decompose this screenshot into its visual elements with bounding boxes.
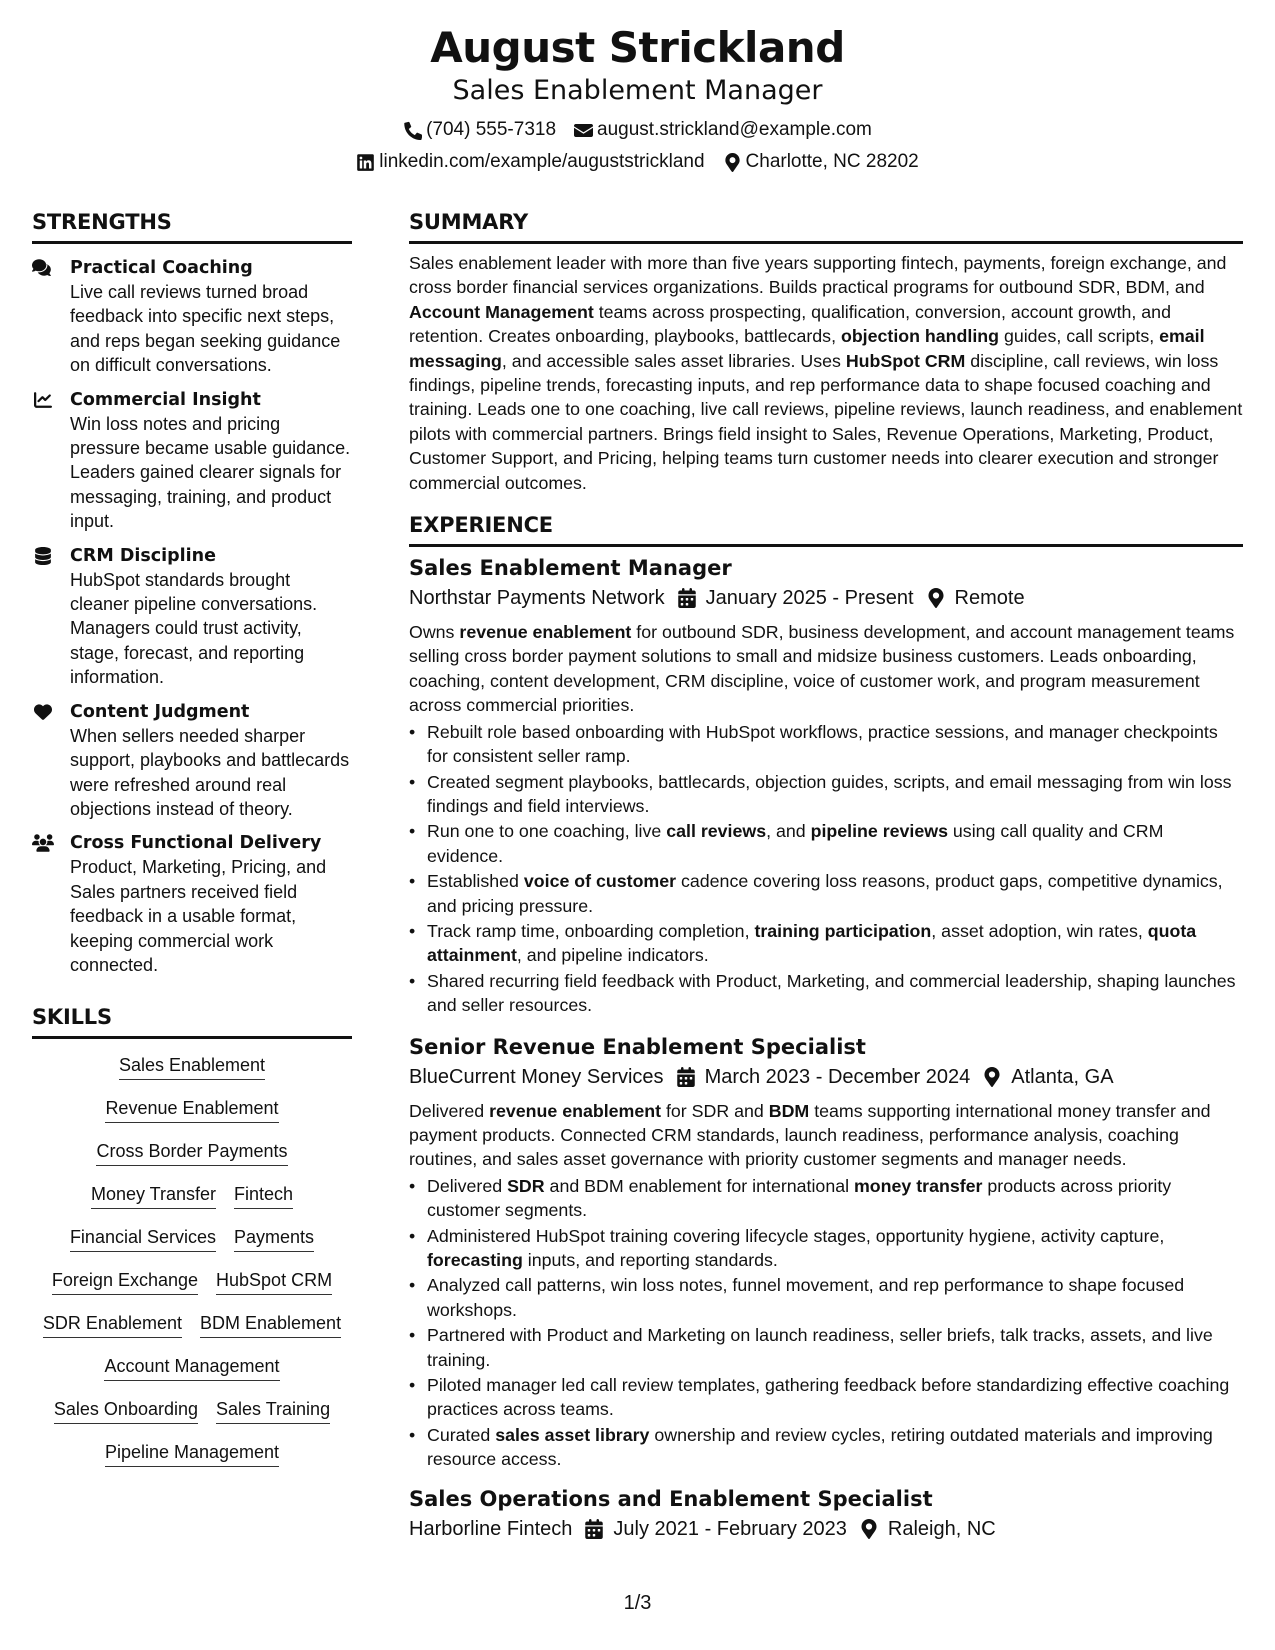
job-bullet: • Delivered SDR and BDM enablement for international money transfer products across priority customer segments.	[409, 1174, 1243, 1223]
strength-title: Cross Functional Delivery	[70, 833, 322, 854]
skill-tag: Money Transfer	[91, 1182, 216, 1209]
job-title: Sales Operations and Enablement Specialist	[409, 1486, 933, 1511]
job-bullets	[409, 1174, 1243, 1472]
job-location: Remote	[954, 587, 1025, 610]
skill-row	[32, 1440, 352, 1467]
skill-tag: Financial Services	[70, 1225, 216, 1252]
job-dates: March 2023 - December 2024	[704, 1065, 971, 1088]
map-marker-icon	[859, 1519, 879, 1539]
skill-row	[32, 1311, 352, 1338]
skill-row	[32, 1397, 352, 1424]
skills-list	[32, 1053, 352, 1467]
skill-tag: HubSpot CRM	[216, 1268, 332, 1295]
comments-icon	[32, 259, 54, 277]
strength-title: Practical Coaching	[70, 258, 253, 278]
strength-text: Product, Marketing, Pricing, and Sales partners received field feedback in a usable format, keeping commercial work connected.	[70, 857, 327, 975]
database-icon	[32, 547, 54, 565]
contact-row-1	[0, 118, 1275, 142]
job-bullet: • Established voice of customer cadence covering loss reasons, product gaps, competitive dynamics, and pricing pressure.	[409, 869, 1243, 918]
strength-title: Content Judgment	[70, 701, 250, 722]
strength-item	[32, 700, 352, 822]
candidate-name: August Strickland	[430, 23, 845, 72]
job-meta	[409, 1515, 1243, 1543]
skill-row	[32, 1053, 352, 1080]
job-bullet: • Analyzed call patterns, win loss notes, funnel movement, and rep performance to shape focused workshops.	[409, 1273, 1243, 1322]
job-entry	[409, 1032, 1243, 1472]
job-title: Sales Enablement Manager	[409, 556, 732, 581]
strengths-heading: STRENGTHS	[32, 208, 352, 244]
job-meta	[409, 1063, 1243, 1091]
email-contact[interactable]	[574, 118, 872, 142]
map-marker-icon	[723, 153, 742, 172]
map-marker-icon	[982, 1067, 1002, 1087]
linkedin-contact[interactable]	[356, 150, 704, 174]
strength-item	[32, 831, 352, 977]
job-description: Owns revenue enablement for outbound SDR, business development, and account management teams selling cross border payment solutions to small and midsize business customers. Leads onboarding, coaching, content development, CRM discipline, voice of customer work, and program measurement across commercial priorities.	[409, 622, 1235, 716]
job-bullet: • Shared recurring field feedback with Product, Marketing, and commercial leadership, shaping launches and seller resources.	[409, 969, 1243, 1018]
job-title: Senior Revenue Enablement Specialist	[409, 1034, 866, 1059]
job-location: Atlanta, GA	[1011, 1065, 1114, 1088]
heart-icon	[32, 703, 54, 721]
phone-text: (704) 555-7318	[426, 119, 557, 140]
candidate-role: Sales Enablement Manager	[452, 75, 823, 106]
calendar-icon	[677, 588, 697, 608]
skill-row	[32, 1096, 352, 1123]
job-entry	[409, 553, 1243, 1018]
summary-text: Sales enablement leader with more than five years supporting fintech, payments, foreign exchange, and cross border financial services organizations. Builds practical programs for outbound SDR, BDM, and Account Management teams across prospecting, qualification, conversion, account growth, and retention. Creates onboarding, playbooks, battlecards, objection handling guides, call scripts, email messaging, and accessible sales asset libraries. Uses HubSpot CRM discipline, call reviews, win loss findings, pipeline trends, forecasting inputs, and rep performance data to shape focused coaching and training. Leads one to one coaching, live call reviews, pipeline reviews, launch readiness, and enablement pilots with commercial partners. Brings field insight to Sales, Revenue Operations, Marketing, Product, Customer Support, and Pricing, helping teams turn customer needs into clearer execution and stronger commercial outcomes.	[409, 253, 1243, 493]
strength-title: CRM Discipline	[70, 545, 216, 566]
linkedin-text[interactable]: linkedin.com/example/auguststrickland	[379, 151, 705, 172]
job-bullet: • Rebuilt role based onboarding with HubSpot workflows, practice sessions, and manager checkpoints for consistent seller ramp.	[409, 720, 1243, 769]
skill-tag: Fintech	[234, 1182, 293, 1209]
job-bullet: • Created segment playbooks, battlecards, objection guides, scripts, and email messaging from win loss findings and field interviews.	[409, 770, 1243, 819]
skill-tag: Foreign Exchange	[52, 1268, 198, 1295]
skill-row	[32, 1182, 352, 1209]
job-meta	[409, 584, 1243, 612]
skill-tag: Revenue Enablement	[105, 1096, 278, 1123]
skill-row	[32, 1139, 352, 1166]
envelope-icon	[574, 121, 593, 140]
job-description: Delivered revenue enablement for SDR and BDM teams supporting international money transfer and payment products. Connected CRM standards, launch readiness, performance analysis, coaching routines, and sales asset governance with priority customer segments and manager needs.	[409, 1100, 1211, 1170]
job-company: Harborline Fintech	[409, 1517, 573, 1540]
job-bullet: • Run one to one coaching, live call reviews, and pipeline reviews using call quality and CRM evidence.	[409, 819, 1243, 868]
job-bullet: • Administered HubSpot training covering lifecycle stages, opportunity hygiene, activity capture, forecasting inputs, and reporting standards.	[409, 1224, 1243, 1273]
map-marker-icon	[926, 588, 946, 608]
resume-header	[0, 22, 1275, 174]
job-dates: July 2021 - February 2023	[613, 1517, 847, 1540]
chart-line-icon	[32, 391, 54, 409]
page-number: 1/3	[623, 1592, 652, 1614]
skill-row	[32, 1268, 352, 1295]
skill-tag: Pipeline Management	[105, 1440, 279, 1467]
job-dates: January 2025 - Present	[705, 587, 914, 610]
job-location: Raleigh, NC	[887, 1517, 996, 1540]
skill-tag: Sales Enablement	[119, 1053, 265, 1080]
job-company: BlueCurrent Money Services	[409, 1065, 664, 1088]
skill-tag: Sales Training	[216, 1397, 330, 1424]
strength-item	[32, 388, 352, 534]
calendar-icon	[676, 1067, 696, 1087]
location-contact	[723, 150, 919, 174]
skill-tag: SDR Enablement	[43, 1311, 182, 1338]
skill-tag: Sales Onboarding	[54, 1397, 198, 1424]
experience-heading: EXPERIENCE	[409, 511, 1243, 547]
phone-contact	[403, 118, 556, 142]
users-icon	[32, 834, 54, 852]
strength-text: When sellers needed sharper support, playbooks and battlecards were refreshed around real objections instead of theory.	[70, 725, 350, 819]
skill-tag: Account Management	[104, 1354, 279, 1381]
strength-item	[32, 544, 352, 690]
right-column	[409, 208, 1243, 1543]
calendar-icon	[584, 1519, 604, 1539]
strengths-list	[32, 256, 352, 977]
strength-text: Win loss notes and pricing pressure became usable guidance. Leaders gained clearer signals for messaging, training, and product input.	[70, 413, 351, 532]
skill-tag: Payments	[234, 1225, 314, 1252]
linkedin-icon	[356, 153, 375, 172]
skill-row	[32, 1225, 352, 1252]
skill-tag: BDM Enablement	[200, 1311, 341, 1338]
summary-heading: SUMMARY	[409, 208, 1243, 244]
contact-row-2	[0, 150, 1275, 174]
job-bullet: • Piloted manager led call review templates, gathering feedback before standardizing effective coaching practices across teams.	[409, 1373, 1243, 1422]
job-bullet: • Curated sales asset library ownership and review cycles, retiring outdated materials and improving resource access.	[409, 1423, 1243, 1472]
strength-title: Commercial Insight	[70, 389, 261, 410]
job-bullets	[409, 720, 1243, 1018]
job-entry	[409, 1484, 1243, 1543]
skill-row	[32, 1354, 352, 1381]
location-text: Charlotte, NC 28202	[745, 151, 919, 172]
email-text[interactable]: august.strickland@example.com	[597, 119, 872, 140]
job-bullet: • Partnered with Product and Marketing on launch readiness, seller briefs, talk tracks, assets, and live training.	[409, 1323, 1243, 1372]
strength-text: HubSpot standards brought cleaner pipeline conversations. Managers could trust activity, stage, forecast, and reporting information.	[70, 569, 318, 688]
phone-icon	[403, 121, 422, 140]
strength-item	[32, 256, 352, 378]
strength-text: Live call reviews turned broad feedback into specific next steps, and reps began seeking guidance on difficult conversations.	[70, 282, 341, 376]
skills-heading: SKILLS	[32, 1003, 352, 1039]
job-bullet: • Track ramp time, onboarding completion, training participation, asset adoption, win rates, quota attainment, and pipeline indicators.	[409, 919, 1243, 968]
skill-tag: Cross Border Payments	[96, 1139, 287, 1166]
job-company: Northstar Payments Network	[409, 587, 665, 610]
left-column	[32, 208, 352, 1483]
